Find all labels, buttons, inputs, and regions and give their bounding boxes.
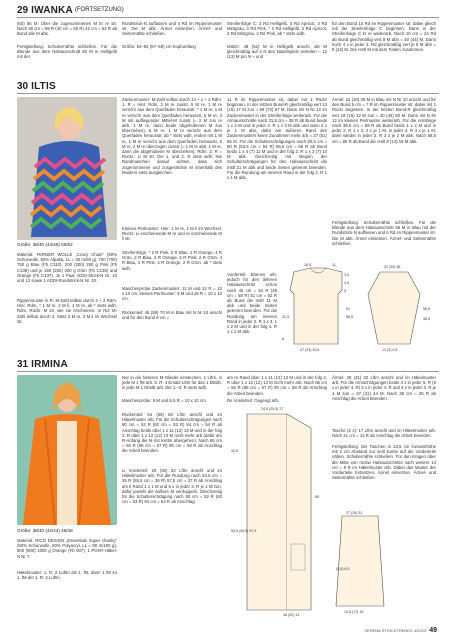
iltis-schematic [280, 262, 440, 354]
label: 27 (29) 31 [346, 511, 363, 515]
section-header-irmina [17, 358, 68, 370]
label: 80 [315, 495, 319, 499]
iltis-col3: 11 R im Rippenmuster str, dabei mit 1 Rückr beginnen. In der letzten Bund-R gleichmäßig vert 13 (15) 17 M zun = 59 (73) 87 M. Dann mit N Nr 12 im Zackenmuster in der Streifenfolge weiterarb. Für die Armausschnitte nach 31,5 cm = 38 R ab Bund beids 1 x 4 M und in jeder 2. R 1 x 3 M abk und dann 4 x je 1 M abn, dafür am äußeren Rand des Zackenmusters keine Zunahmen mehr arb = 37 (51) 65 M. Für die Schulterschrägungen nach 50,5 cm = 60 R (53,5 cm = 64 R) 56,5 cm = 68 R ab Bund beids 1 x 4 (7) 11 M und in der folg 2. R 1 x 3 (7) 10 M abk. Gleichzeitig mit Beginn der Schulterschrägungen für den Halsausschnitt die mittl 21 M abk und beide Seiten getrennt beenden. Für die Rundung am inneren Rand in der folg 2. R 1 x 1 M abk. [227, 97, 327, 181]
irmina-col4b: Tasche (2 x): 17 Lftm anschl und im Häkelmuster arb. Nach 21 cm = 14 R ab Anschlag die Arbeit beenden. [332, 428, 436, 439]
section-title: IRMINA [31, 358, 68, 370]
iwanka-col4: für den Bund 12 Rd im Rippenmuster str, dabei gleich mit der Streifenfolge C beginnen. Dann in der Streifenfolge C kr re weiterarb. Nach 16 cm = 24 Rd ab Bund gleichmäßig vert 8 M abn = 40 (44) M. Dann noch 4 x in jeder 2. Rd gleichmäßig vert je 8 M abn = 8 (12) M. Die restl M mit dem Faden zusammen. [332, 21, 436, 53]
label: 53,5 (55,5) 57,5 [231, 529, 257, 533]
irmina-col4: Ärmel: 29 (31) 32 Lftm anschl und im Häkelmuster arb. Für die Armschrägungen beids 4 x in jeder 5. R (5 x in jeder 4. R) 2 x in jeder 4. R und 4 x in jeder 3. R je 1 M zun = 37 (41) 44 M. Nach 38 cm = 25 R ab Anschlag die Arbeit beenden. [332, 375, 436, 401]
label: 3 [344, 289, 346, 293]
section-number: 31 [17, 358, 29, 370]
irmina-model-photo [17, 375, 117, 525]
iltis-col2: Zackenmuster: M-Zahl teilbar durch 14 + 1 + 2 Rdm. 1. R = Hinr. Rdm, 2 M re zusstr, 5 M re, 1 M re verschr aus dem Querfaden herausstr, * 1 M re, 1 M re verschr aus dem Querfaden herausstr, 5 M re, 3 M mit aufliegender Mittel-M zusstr (= 2 M zus re abh, 1 M re, dann beide abgehobenen M zus überziehen), 5 M re, 1 M re verschr aus dem Querfaden herausstr, ab * stets wdh, enden mit 1 M re, 1 M re verschr aus dem Querfaden herausstr, 5 M re, 2 M re überzogen zusstr (= 1 M re abh, 1 M re, dann die abgehobene M überziehen), Rdm. 2. R = Rückr.: Li M str. Die 1. und 2. R stets wdh. Nie Randmaschen darauf achten, dass sich zugenommene und zusgestrickte M innerhalb des Musters stets ausgleichen. [122, 97, 222, 175]
label: 16,5 [304, 263, 311, 267]
label: 22 (29) 38 [384, 265, 401, 269]
label: 3,5 [344, 273, 349, 277]
label: 38,5 [423, 317, 430, 321]
iltis-material: Material. FERNER WOLLE „Crazy Chain“ (50% Schurwolle, 50% Alpaka, LL = 30 m/50 g), 700 (700) 750 g Blau (Fb C110), 200 (200) 250 g Pink (Fb C139) und je 150 (200) 200 g Grün (Fb C135) und Orange (Fb C137). Je 1 Paar ADDI-Strick-N Nr. 10 und 12 sowie 1 ADDI-Rundstrick-N Nr. 10. [17, 252, 117, 284]
irmina-col4c: Fertigstellung: Die Taschen in 13,5 cm Gesamthöhe mit 2 cm Abstand zur seitl Kante auf die Vorderteile nähen. Schulternähte schließen. Für den Kragen über die Mitte von rückw Halsausschnitts nach weiters 14 cm = 9 R im Häkelmuster arb. Dabei das Muster der Vorderteile fortsetzen. Ärmel einsetzen. Ärmel- und Seitennähte schließen. [332, 444, 436, 481]
iltis-col2d: Maschenprobe Zackenmuster: 11 M und 12 R = 10 x 10 cm; kleines Perlmuster: 9 M und 15 R = 10 x 10 cm. [122, 286, 222, 302]
label: 51 [346, 307, 350, 311]
irmina-size: Größe: 38/40 (42/44) 46/48 [17, 528, 73, 533]
label: 32,5 [231, 449, 238, 453]
irmina-material: Material. RICO DESIGN „Essentials Super chunky“ (50% Schurwolle, 50% Polyacryl, LL = 80 m/100 g), 800 (900) 1000 g Orange (Fb 007). 1 PONY-Häkel-N Nr 7. [17, 538, 117, 559]
iltis-col2c: Streifenfolge: * 2 R Pink, 2 R Blau, 2 R Orange, 4 R Grün, 2 R Blau, 2 R Orange, 6 R Pink, 2 R Grün, 4 R Blau, 2 R Pink, 4 R Orange, 2 R Grün, ab * stets wdh. [122, 250, 222, 271]
section-subtitle: (FORTSETZUNG) [74, 7, 124, 13]
section-header-iltis [17, 80, 56, 92]
label: (5,5) 6,5 [336, 567, 350, 571]
page-footer [364, 627, 437, 634]
iltis-col4: Ärmel: 22 (30) 38 M in Blau mit N Nr 10 anschl und für den Bund 5 cm = 7 R im Rippenmuster str, dabei mit 1 Rückr beginnen. In der letzten Bund-R gleichmäßig vert 18 (15) 12 M zun = 40 (45) 50 M. Dann mit N Nr 12 im kleinen Perlmuster weiterarb. Für die Armlänge nach 38,5 cm = 58 R ab Bund beids 1 x 2 M und in jeder 2. R 1 x 2, 2 x je 1 M, in jeder 4. R 4 x je 1 M, dann wieder in jeder 2. R 3 x je 2 M abk. Nach 58,5 cm = 88 R ab Bund die restl 8 (13) 18 M abk. [332, 97, 436, 144]
iltis-rippenmuster: Rippenmuster in R: M-Zahl teilbar durch 4 + 2 Rdm. Hinr. Rdm, * 1 M re, 2 M li, 1 M re, ab * stets wdh, Rdm. Rückr. M str, wie sie erscheinen. In Rd: M-Zahl teilbar durch 4. Stets 2 M re, 2 M li im Wechsel str. [17, 298, 117, 324]
label: 4,5 [344, 281, 349, 285]
label: 27 (33) 39,5 [300, 348, 320, 352]
irmina-col2d: Li Vorderteil: 29 (30) 32 Lftm anschl und im Häkelmuster arb. Für die Rundung nach 53,5 cm = 35 R (55,5 cm = 36 R) 57,5 cm = 37 R ab Anschlag am li Rand 1 x 1 M und 6 x in jeder 3. R je 1 M zun, dafür jeweils die äußere M verdoppeln. Gleichzeitig für die Schulterschrägung nach 80 cm = 52 R (82 cm = 53 R) 84 cm = 54 R ab Anschlag [122, 468, 222, 505]
iltis-model-photo [17, 97, 117, 240]
section-number: 29 [17, 4, 29, 16]
iwanka-col2: Rundstrick-N auffassen und 4 Rd im Rippenmuster str. Die M abk. Ärmel einsetzen. Ärmel- und Seitennähte schließen. [122, 21, 222, 37]
label: 56,5 [346, 315, 353, 319]
magazine-name: VERENA STRICKTRENDS 4/2023 [364, 628, 427, 633]
section-header-iwanka [17, 4, 124, 16]
iwanka-col2b: Größe: 54–56 (57–59) cm Kopfumfang [122, 44, 196, 49]
iwanka-col3b: Mütze: 48 (52) M in Helligelb anschl, die M gleichmäßig auf 4 N des Nadelspiels verteilen – 12 (13) M pro N – und [227, 44, 327, 60]
irmina-haekelmuster: Häkelmuster: 1. R: 2 Luftm als 1. fM, dann 1 fM im 1. fM der 1. R: 4 Luftm [17, 570, 117, 581]
page-number: 49 [429, 627, 437, 634]
iwanka-col3: Streifenfolge C: 3 Rd Helligelb, 3 Rd Apricot, 3 Rd Mintgrau, 3 Rd Pink, * 2 Rd Helligelb, 2 Rd Apricot, 2 Rd Mintgrau, 2 Rd Pink, ab * stets wdh. [227, 21, 327, 37]
irmina-schematic-sleeve [332, 510, 392, 614]
label: 11 [332, 263, 336, 267]
label: 12 (2) 0,5 [382, 348, 398, 352]
iltis-size: Größe: 38/40 (44/46) 50/52 [17, 242, 73, 247]
irmina-col2c: Rückenteil: 54 (56) 60 Lftm anschl und im Häkelmuster arb. Für die Schulterschrägungen nach 80 cm = 52 R (82 cm = 53 R) 84 cm = 54 R ab Anschlag beids über 1 x 11 (12) 13 M und in der folg 2. R über 1 x 12 (12) 13 M nicht mehr arb (dafür am R-Anfang die M mit Kettm übergehen). Nach 86 cm = 56 R (88 cm = 57 R) 90 cm = 58 R ab Anschlag die Arbeit beenden. [122, 412, 222, 454]
label: 18 (22) 13 [283, 613, 300, 617]
section-title: IWANKA [31, 4, 73, 16]
label: 14,5 (17) 18 [344, 610, 364, 614]
iltis-col4b: Fertigstellung: Schulternähte schließen. Für die Blende aus dem Halsausschnitt 56 M in Blau mit der Rundstrick-N auffassen und 6 Rd im Rippenmuster str. Die M abk. Ärmel einsetzen. Ärmel- und Seitennähte schließen. [332, 220, 436, 246]
iltis-col2e: Rückenteil: 46 (58) 70 M in Blau mit N Nr 10 anschl und für den Bund 8 cm = [122, 310, 222, 321]
divider [17, 371, 439, 372]
irmina-col3: am re Rand über 1 x 11 (12) 13 M und in der folg 2. R über 1 x 12 (12) 13 M nicht mehr arb. Nach 86 cm = 56 R (88 cm = 57 R) 90 cm = 58 R ab Anschlag die Arbeit beenden. [227, 375, 327, 396]
section-title: ILTIS [31, 80, 56, 92]
iltis-col3b: Vorderteil: Ebenso arb, jedoch für den tieferen Halsausschnitt schon nach 45 cm = 54 R (48 cm = 58 R) 51 cm = 62 R ab Bund die mittl 11 M abk und beide Seiten getrennt beenden. Für die Rundung am inneren Rand in jeder 2. R 1 x 3, 1 x 2 M und in der folg 4. R 1 x 1 M abk. [227, 272, 277, 335]
label: 31,5 [282, 315, 289, 319]
irmina-col2: Nur in die hinteren M-Glieder einstechen. 1 Lftm, in jede M 1 fM arb. 3. R: 4 Ersatz-Lftm für das 1 Dbstb, in jede M 1 Dbstb arb. Die 1.–3. R stets wdh. [122, 375, 222, 391]
section-number: 30 [17, 80, 29, 92]
divider [17, 17, 439, 18]
iltis-col2b: Kleines Perlmuster: Hinr: 1 M re, 1 M li im Wechsel. Rückr: Li erscheinende M re und re erscheinende M li str. [122, 226, 222, 242]
label: 58,5 [423, 307, 430, 311]
label: 8 [282, 337, 284, 341]
irmina-schematic-body [227, 404, 331, 618]
iwanka-col1b: Fertigstellung: Schulternähte schließen. Für die Blende aus dem Halsausschnitt 60 M in Helligelb mit der [17, 44, 117, 60]
irmina-col3b: Re Vorderteil: Gegengl arb. [227, 398, 280, 403]
iwanka-col1: (60) 66 M. Über die zugenommenen M kr re str. Nach 38 cm = 58 R (40 cm = 60 R) 42 cm = 64 R ab Bund alle M abk. [17, 21, 117, 37]
irmina-col2b: Maschenprobe: 9 M und 6,5 R = 10 x 10 cm. [122, 398, 207, 403]
divider [17, 93, 439, 94]
label: 24,5 (25,5) 27 [261, 407, 284, 411]
